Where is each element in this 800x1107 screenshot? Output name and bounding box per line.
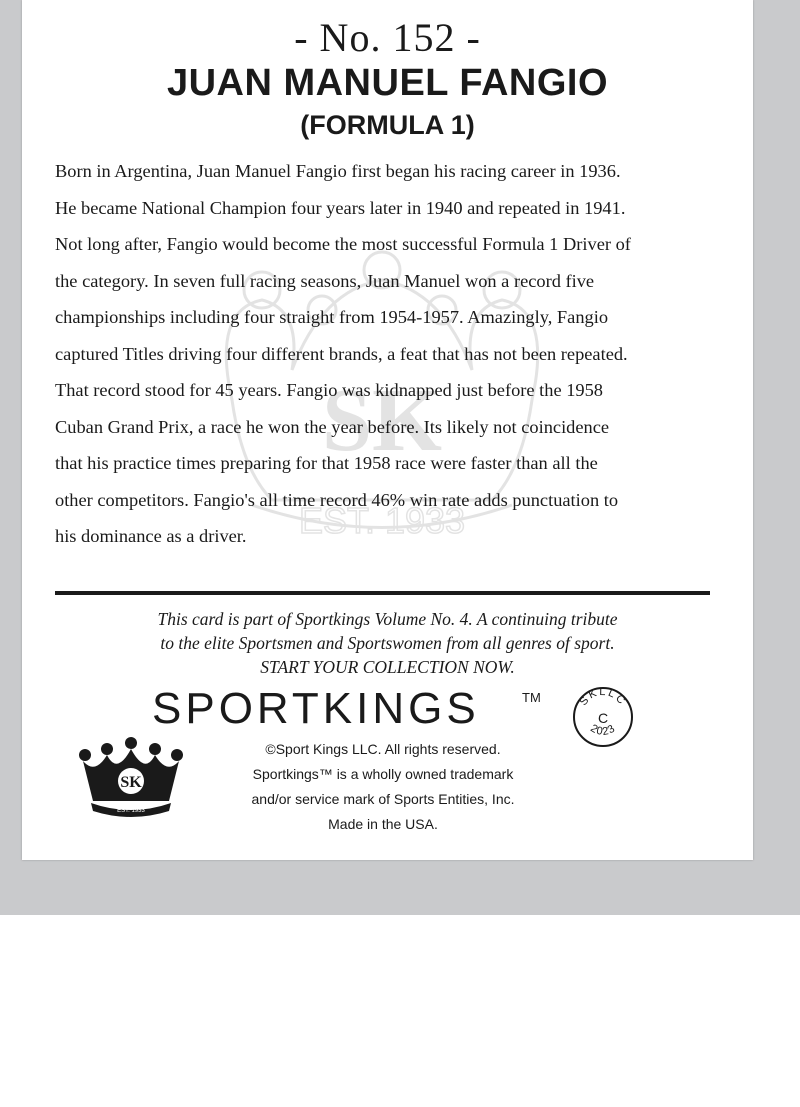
trademark-symbol: TM: [522, 690, 541, 705]
svg-text:SK: SK: [321, 371, 443, 470]
trading-card-back: [22, 0, 753, 860]
bio-line: Not long after, Fangio would become the most successful Formula 1 Driver of: [55, 234, 631, 254]
svg-text:SK: SK: [120, 774, 142, 791]
svg-text:SKLLC: SKLLC: [577, 685, 629, 709]
card-number: - No. 152 -: [294, 15, 481, 60]
tribute-line: This card is part of Sportkings Volume No. 4. A continuing tribute: [157, 609, 618, 629]
svg-text:EST. 1933: EST. 1933: [117, 808, 145, 814]
bio-line: that his practice times preparing for that 1958 race were faster than all the: [55, 453, 598, 473]
sportkings-crown-logo-icon: [77, 737, 185, 819]
legal-line: Sportkings™ is a wholly owned trademark: [252, 766, 514, 782]
svg-text:C: C: [597, 710, 609, 726]
bio-line: Cuban Grand Prix, a race he won the year before. Its likely not coincidence: [55, 416, 610, 437]
tribute-text: [22, 607, 753, 679]
divider-rule: [55, 591, 710, 595]
svg-text:EST. 1933: EST. 1933: [298, 500, 466, 541]
copyright-seal-icon: [571, 685, 635, 749]
athlete-name: JUAN MANUEL FANGIO: [166, 62, 609, 104]
bio-line: the category. In seven full racing seasons, Juan Manuel won a record five: [55, 270, 595, 291]
tribute-line: START YOUR COLLECTION NOW.: [260, 657, 515, 677]
sport-label: (FORMULA 1): [300, 110, 475, 140]
bio-line: his dominance as a driver.: [55, 526, 247, 546]
bio-line: other competitors. Fangio's all time record 46% win rate adds punctuation to: [55, 489, 619, 510]
svg-text:2023: 2023: [588, 722, 618, 739]
legal-line: Made in the USA.: [328, 816, 438, 832]
bio-line: championships including four straight from 1954-1957. Amazingly, Fangio: [55, 307, 609, 327]
bio-line: That record stood for 45 years. Fangio was kidnapped just before the 1958: [55, 380, 604, 400]
bio-line: Born in Argentina, Juan Manuel Fangio first began his racing career in 1936.: [55, 161, 621, 181]
bio-line: captured Titles driving four different brands, a feat that has not been repeated.: [55, 343, 628, 364]
biography: [55, 153, 715, 555]
legal-line: ©Sport Kings LLC. All rights reserved.: [265, 741, 501, 757]
legal-notice: [218, 737, 548, 837]
legal-line: and/or service mark of Sports Entities, Inc.: [251, 791, 515, 807]
tribute-line: to the elite Sportsmen and Sportswomen from all genres of sport.: [160, 633, 615, 653]
bio-line: He became National Champion four years later in 1940 and repeated in 1941.: [55, 197, 626, 218]
brand-wordmark: SPORTKINGS: [152, 684, 480, 733]
